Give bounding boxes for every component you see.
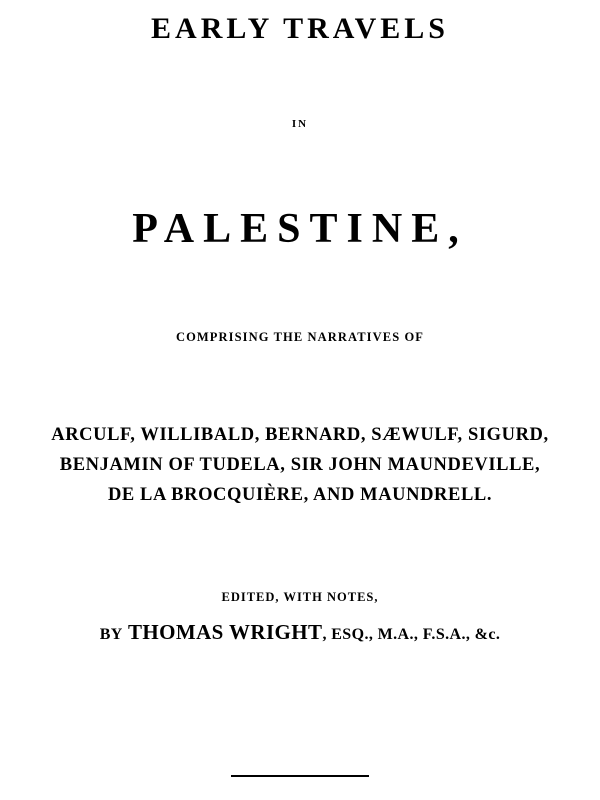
title-connector: IN <box>291 118 309 130</box>
author-line: BENJAMIN OF TUDELA, SIR JOHN MAUNDEVILLE, <box>59 455 541 475</box>
author-line: DE LA BROCQUIÈRE, AND MAUNDRELL. <box>107 485 493 505</box>
byline-editor-name: THOMAS WRIGHT <box>128 620 323 644</box>
editor-byline <box>0 620 600 645</box>
byline-prefix: BY <box>99 626 123 643</box>
title-place: PALESTINE, <box>132 206 468 252</box>
edited-note: EDITED, WITH NOTES, <box>221 590 379 604</box>
author-list <box>0 420 600 510</box>
horizontal-rule <box>231 775 369 777</box>
byline-credentials: , ESQ., M.A., F.S.A., &c. <box>322 626 501 643</box>
subtitle: COMPRISING THE NARRATIVES OF <box>175 330 425 344</box>
page-title: EARLY TRAVELS <box>151 12 449 45</box>
author-line: ARCULF, WILLIBALD, BERNARD, SÆWULF, SIGURD, <box>51 425 549 445</box>
